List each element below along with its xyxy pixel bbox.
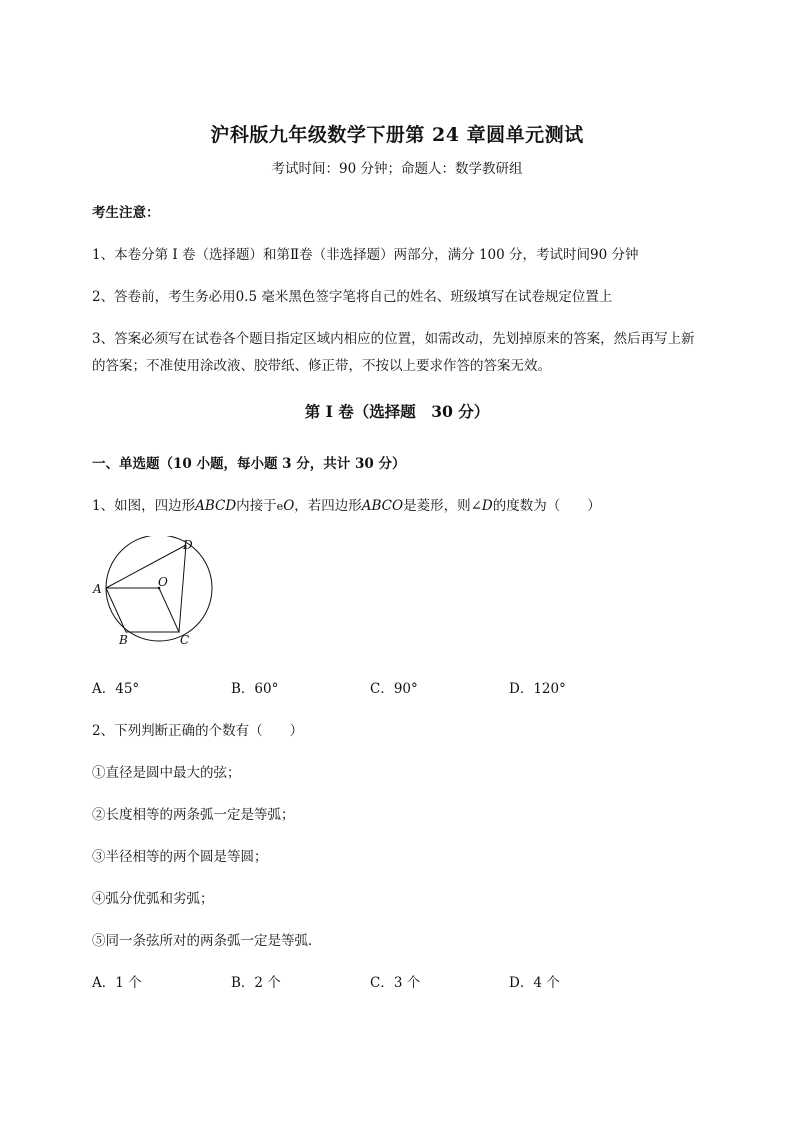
q1-option-d: D．120° (509, 681, 566, 697)
page-title: 沪科版九年级数学下册第 24 章圆单元测试 (210, 124, 584, 146)
question-2-stem: 2、下列判断正确的个数有（ ） (92, 723, 304, 739)
q1-circle-symbol: e (276, 500, 284, 513)
q1-quad-abcd: ABCD (195, 498, 237, 514)
q1-center-o: O (283, 498, 295, 514)
q2-statement-1: ①直径是圆中最大的弦； (92, 765, 241, 781)
q1-stem-part: 内接于 (236, 498, 277, 514)
notice-heading: 考生注意： (92, 205, 160, 221)
segment-ad (106, 545, 186, 588)
notice-item-2: 2、答卷前，考生务必用0.5 毫米黑色签字笔将自己的姓名、班级填写在试卷规定位置上 (92, 289, 613, 305)
q2-statement-4: ④弧分优弧和劣弧； (92, 891, 214, 907)
q1-stem-part: 1、如图，四边形 (92, 498, 196, 514)
notice-item-3-continued: 的答案；不准使用涂改液、胶带纸、修正带，不按以上要求作答的答案无效。 (92, 358, 551, 374)
q2-option-b: B．2 个 (231, 975, 281, 991)
q1-stem-part: 的度数为（ ） (492, 498, 601, 514)
exam-subtitle: 考试时间：90 分钟；命题人：数学教研组 (271, 161, 523, 177)
q1-option-b: B．60° (231, 681, 279, 697)
q1-option-a: A．45° (92, 681, 140, 697)
q1-angle-d: D (481, 498, 493, 514)
segment-dc (179, 545, 186, 632)
q1-figure (90, 536, 220, 652)
part-heading: 一、单选题（10 小题，每小题 3 分，共计 30 分） (92, 456, 406, 472)
q1-stem-part: ，若四边形 (294, 498, 362, 514)
q2-statement-3: ③半径相等的两个圆是等圆； (92, 849, 268, 865)
label-o: O (158, 575, 168, 589)
q2-option-c: C．3 个 (370, 975, 421, 991)
rhombus-abco (106, 588, 179, 632)
notice-item-1: 1、本卷分第 I 卷（选择题）和第Ⅱ卷（非选择题）两部分，满分 100 分，考试时间90 分钟 (92, 247, 639, 263)
label-a: A (93, 582, 102, 596)
q2-option-d: D．4 个 (509, 975, 560, 991)
q2-option-a: A．1 个 (92, 975, 142, 991)
q1-option-c: C．90° (370, 681, 418, 697)
q2-statement-2: ②长度相等的两条弧一定是等弧； (92, 807, 295, 823)
label-d: D (183, 538, 193, 552)
label-b: B (119, 633, 128, 647)
section-title: 第 I 卷（选择题 30 分） (304, 402, 490, 421)
question-1-stem (92, 494, 601, 514)
q1-quad-abco: ABCO (361, 498, 404, 514)
q1-stem-part: 是菱形，则∠ (403, 498, 482, 514)
notice-item-3: 3、答案必须写在试卷各个题目指定区域内相应的位置，如需改动，先划掉原来的答案，然后再写上新 (92, 331, 695, 347)
label-c: C (180, 633, 190, 647)
circle-diagram (90, 536, 220, 652)
q2-statement-5: ⑤同一条弦所对的两条弧一定是等弧． (92, 933, 322, 949)
